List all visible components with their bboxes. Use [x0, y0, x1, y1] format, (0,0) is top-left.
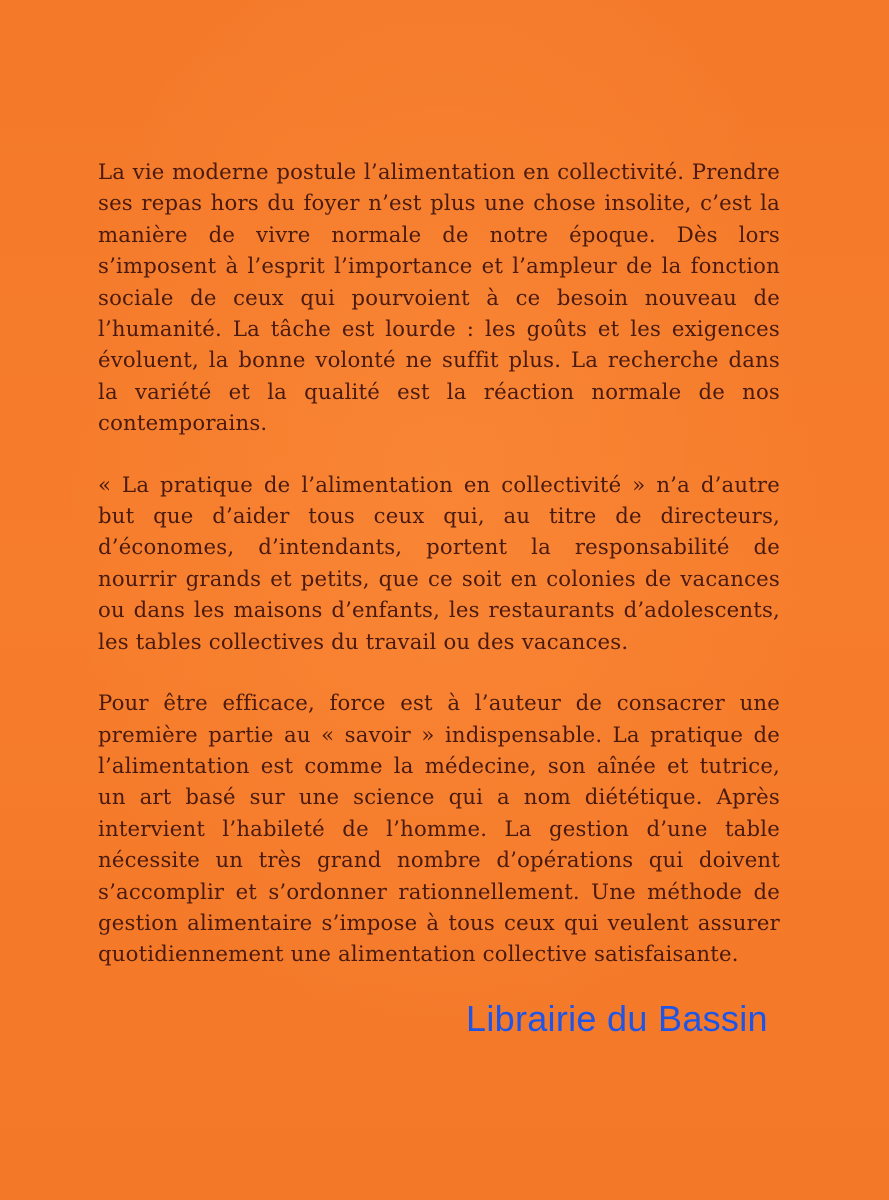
cover-text: [98, 156, 780, 970]
paragraph-1: La vie moderne postule l’alimentation en collectivité. Prendre ses repas hors du foyer n’est plus une chose insolite, c’est la manière de vivre normale de notre époque. Dès lors s’imposent à l’esprit l’importance et l’ampleur de la fonction sociale de ceux qui pourvoient à ce besoin nouveau de l’humanité. La tâche est lourde : les goûts et les exigences évoluent, la bonne volonté ne suffit plus. La recherche dans la variété et la qualité est la réaction normale de nos contemporains.: [98, 159, 780, 436]
bookshop-watermark: Librairie du Bassin: [466, 998, 768, 1039]
paragraph-3: Pour être efficace, force est à l’auteur de consacrer une première partie au « savoir » indispensable. La pratique de l’alimentation est comme la médecine, son aînée et tutrice, un art basé sur une science qui a nom diététique. Après intervient l’habileté de l’homme. La gestion d’une table nécessite un très grand nombre d’opérations qui doivent s’accomplir et s’ordonner rationnellement. Une méthode de gestion alimentaire s’impose à tous ceux qui veulent assurer quotidiennement une alimentation collective satisfaisante.: [98, 690, 780, 967]
paragraph-2: « La pratique de l’alimentation en collectivité » n’a d’autre but que d’aider tous ceux qui, au titre de directeurs, d’économes, d’intendants, portent la responsabilité de nourrir grands et petits, que ce soit en colonies de vacances ou dans les maisons d’enfants, les restaurants d’adolescents, les tables collectives du travail ou des vacances.: [98, 471, 780, 654]
